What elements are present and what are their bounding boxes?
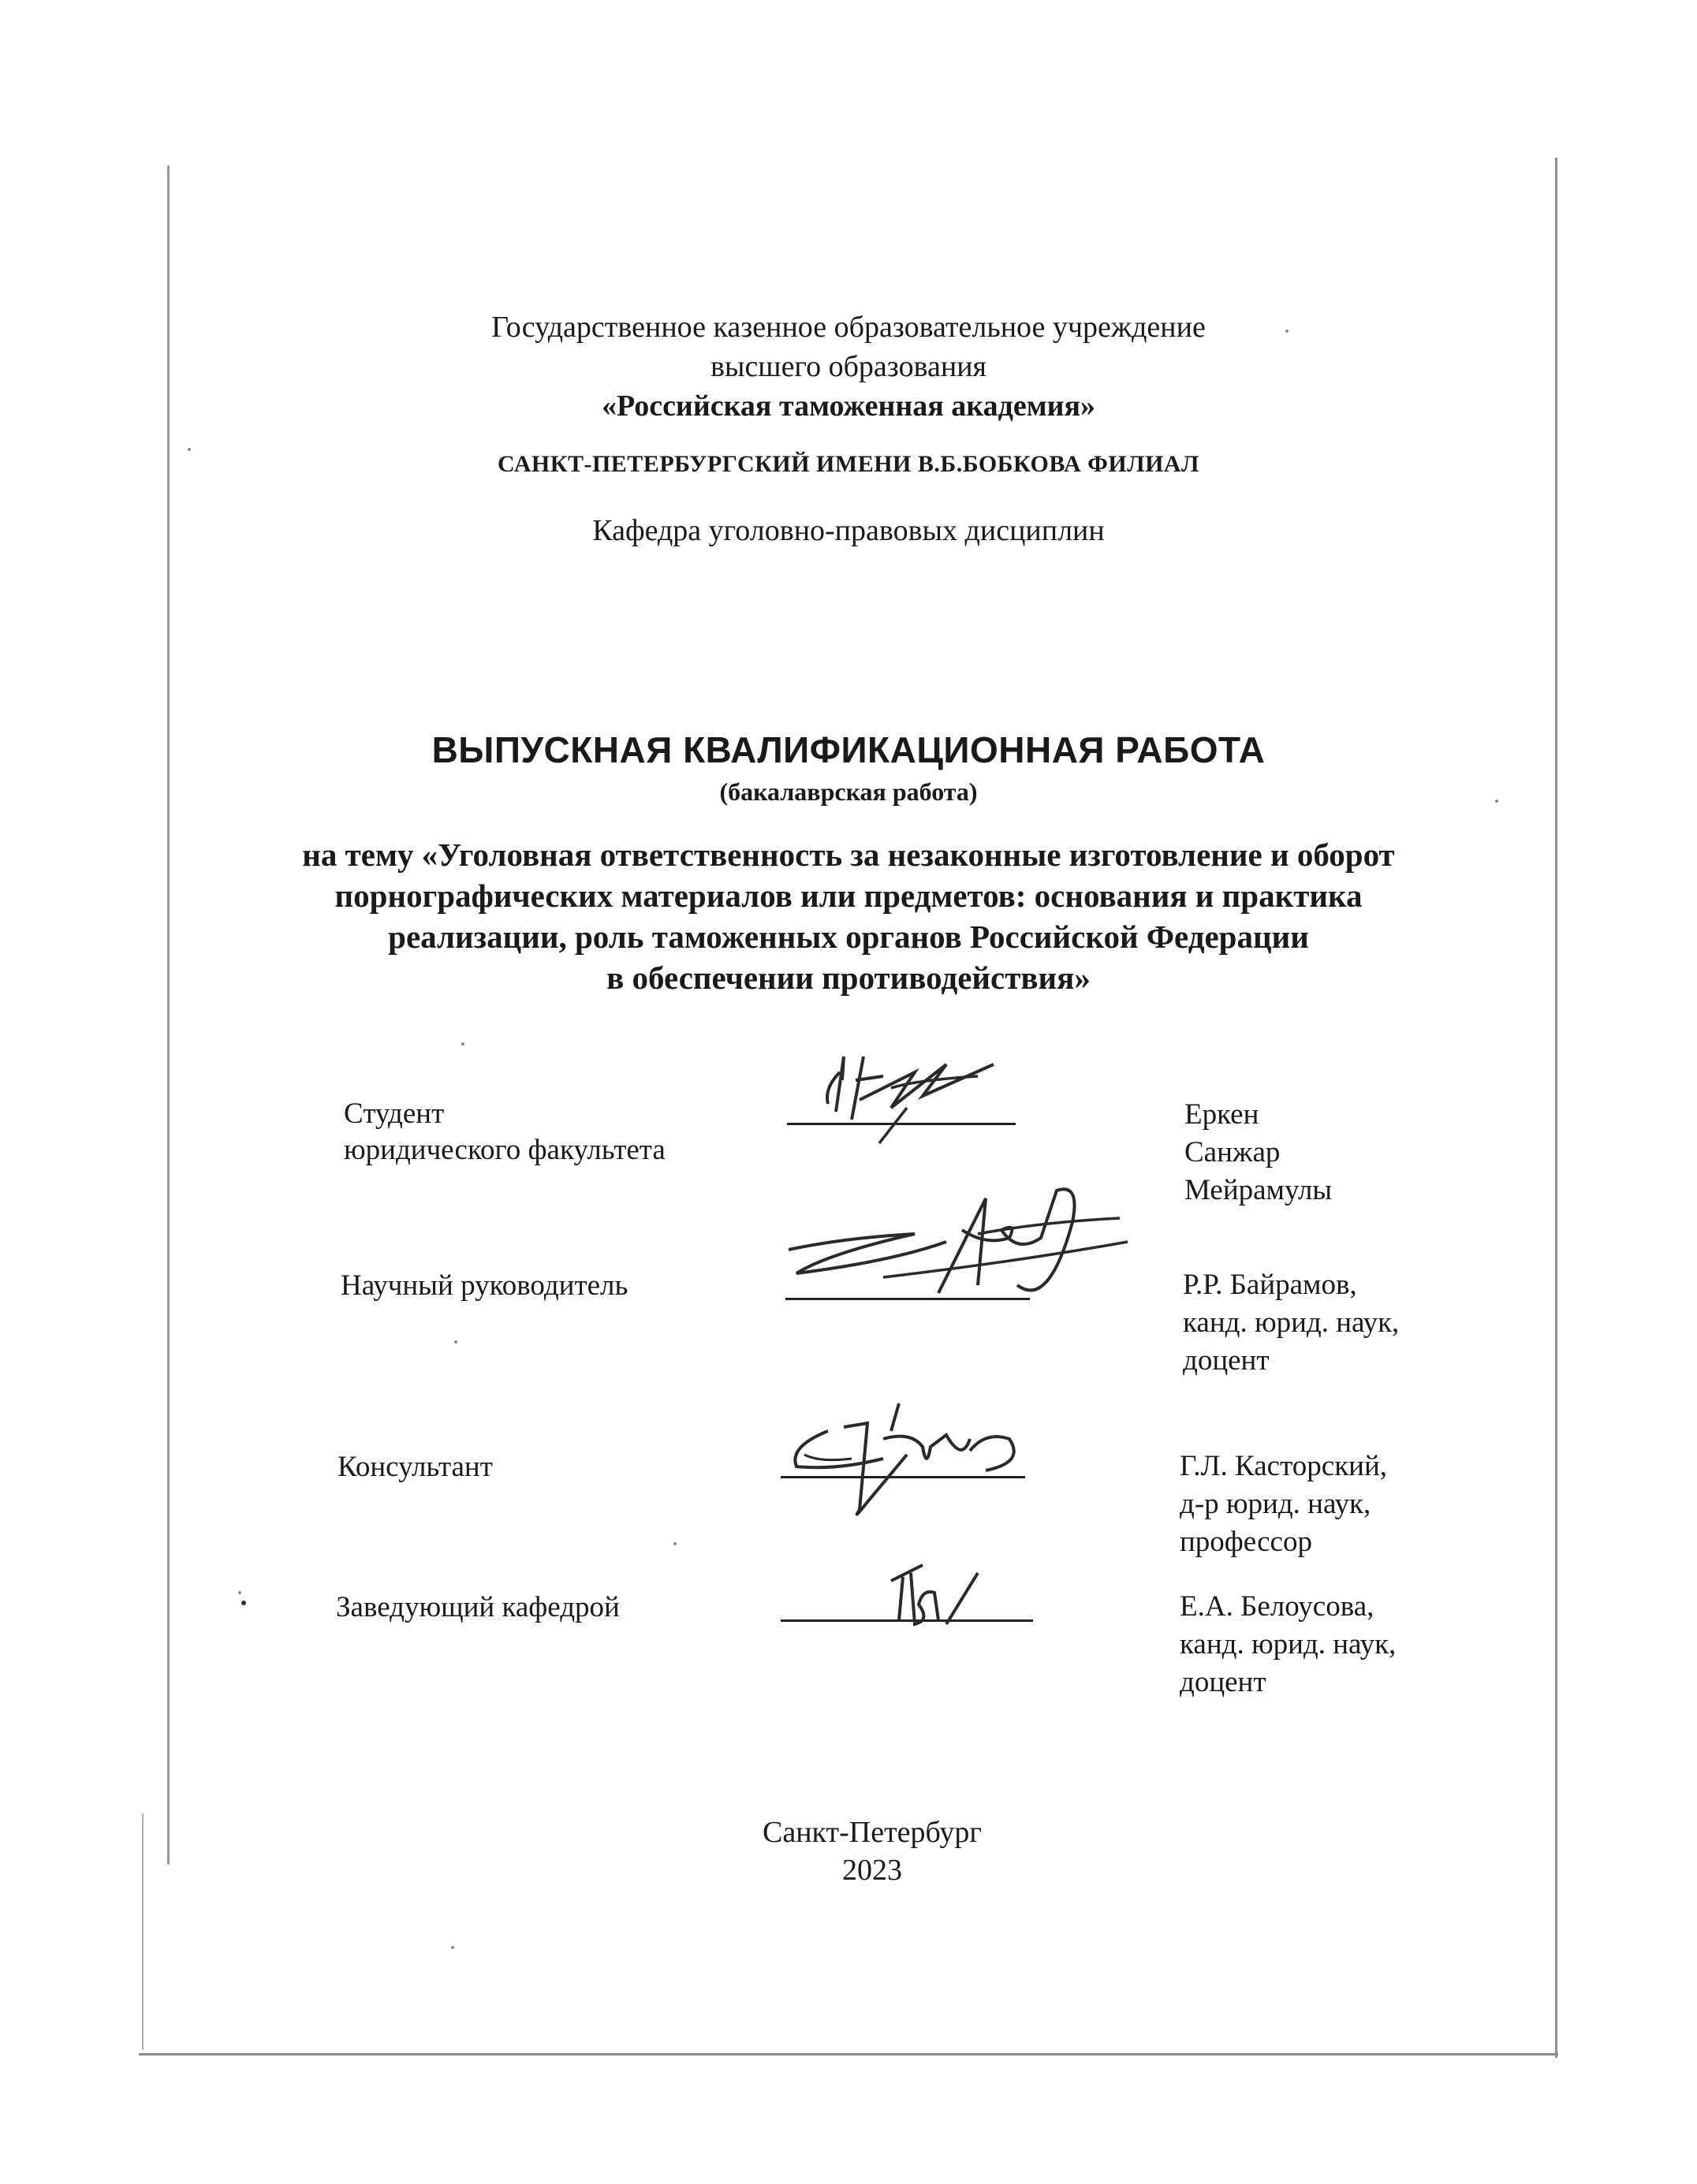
theme-line: на тему «Уголовная ответственность за незаконные изготовление и оборот <box>302 837 1395 873</box>
role-line: юридического факультета <box>344 1134 666 1166</box>
branch-name: САНКТ-ПЕТЕРБУРГСКИЙ ИМЕНИ В.Б.БОБКОВА ФИЛИАЛ <box>498 451 1199 477</box>
scan-speck <box>451 1946 454 1949</box>
role-line: Научный руководитель <box>341 1269 628 1302</box>
signatory-role-supervisor <box>341 1268 628 1304</box>
signatory-name-supervisor <box>1183 1266 1399 1380</box>
city: Санкт-Петербург <box>762 1816 983 1849</box>
name-line: профессор <box>1180 1526 1312 1558</box>
scan-speck <box>241 1601 246 1605</box>
name-line: д-р юрид. наук, <box>1180 1488 1371 1520</box>
institution-line-1: Государственное казенное образовательное учреждение <box>491 311 1206 344</box>
scan-speck <box>238 1591 241 1594</box>
role-line: Консультант <box>338 1451 493 1483</box>
institution-line-2: высшего образования <box>710 350 987 383</box>
signatory-role-consultant <box>338 1449 493 1485</box>
role-line: Студент <box>344 1098 445 1130</box>
signature-student <box>820 1033 1009 1151</box>
signature-consultant <box>773 1384 1041 1526</box>
page-edge-right <box>1555 158 1557 2058</box>
work-theme <box>0 834 1697 998</box>
name-line: канд. юрид. наук, <box>1180 1628 1397 1660</box>
name-line: канд. юрид. наук, <box>1183 1306 1400 1339</box>
scan-speck <box>461 1042 464 1045</box>
name-line: доцент <box>1183 1344 1270 1377</box>
scan-speck <box>673 1542 677 1545</box>
signature-supervisor <box>781 1175 1136 1309</box>
work-title: ВЫПУСКНАЯ КВАЛИФИКАЦИОННАЯ РАБОТА <box>431 729 1266 770</box>
theme-line: реализации, роль таможенных органов Российской Федерации <box>388 919 1309 955</box>
signatory-name-consultant <box>1180 1448 1387 1561</box>
name-line: Мейрамулы <box>1184 1174 1333 1206</box>
signature-head <box>875 1549 986 1636</box>
signatory-name-head <box>1180 1588 1396 1701</box>
theme-line: порнографических материалов или предметов: основания и практика <box>334 878 1363 914</box>
name-line: Г.Л. Касторский, <box>1180 1450 1388 1482</box>
footer <box>24 1813 1697 1889</box>
signatory-role-student <box>344 1096 666 1168</box>
academy-name: «Российская таможенная академия» <box>601 389 1096 423</box>
work-subtitle: (бакалаврская работа) <box>719 777 978 806</box>
name-line: доцент <box>1180 1666 1266 1698</box>
signatory-name-student <box>1184 1096 1332 1209</box>
name-line: Р.Р. Байрамов, <box>1183 1269 1357 1301</box>
institution-header <box>0 307 1697 426</box>
signatory-role-head <box>336 1590 620 1626</box>
name-line: Еркен <box>1184 1098 1259 1131</box>
department-name: Кафедра уголовно-правовых дисциплин <box>592 514 1105 547</box>
name-line: Санжар <box>1184 1136 1281 1168</box>
scan-speck <box>454 1340 457 1344</box>
role-line: Заведующий кафедрой <box>336 1591 620 1623</box>
year: 2023 <box>842 1854 902 1887</box>
theme-line: в обеспечении противодействия» <box>606 960 1091 996</box>
page-edge-bottom <box>139 2053 1558 2055</box>
name-line: Е.А. Белоусова, <box>1180 1590 1374 1623</box>
